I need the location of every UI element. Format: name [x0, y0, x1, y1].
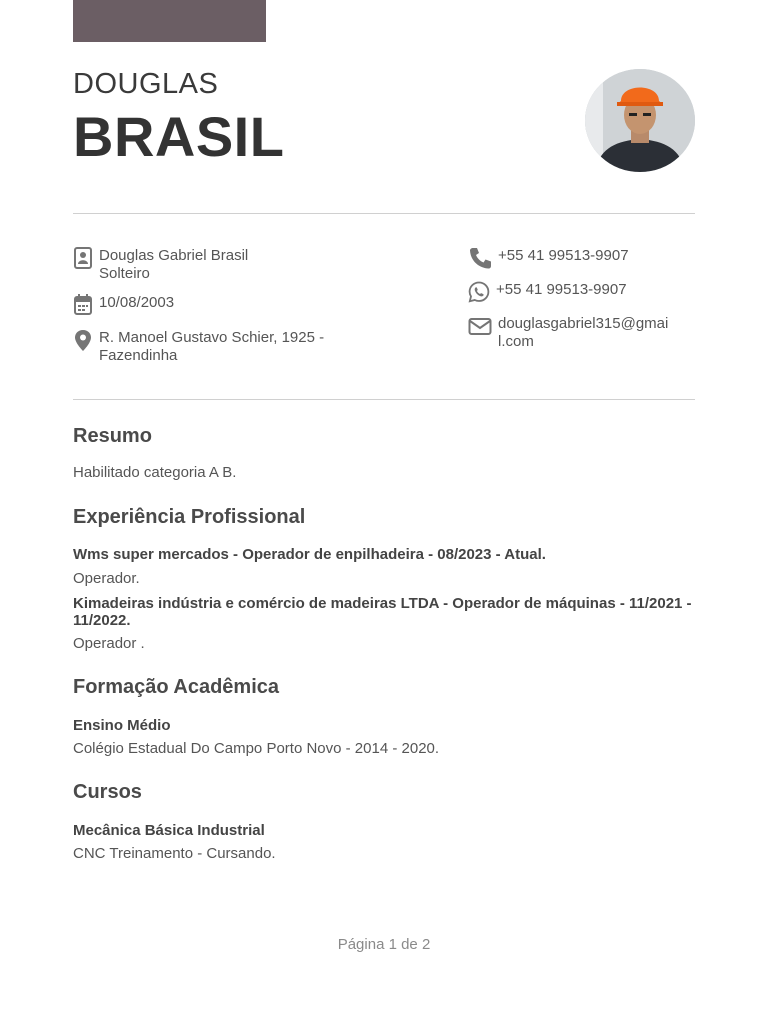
- education-title: Formação Acadêmica: [73, 676, 280, 698]
- last-name: BRASIL: [73, 105, 285, 168]
- email-line1[interactable]: douglasgabriel315@gmai: [498, 315, 669, 332]
- experience-title: Experiência Profissional: [73, 506, 306, 528]
- experience-description-2: Operador .: [73, 635, 145, 652]
- email-line2[interactable]: l.com: [498, 333, 534, 350]
- birth-date: 10/08/2003: [99, 294, 175, 311]
- contact-whatsapp: [468, 281, 627, 303]
- contact-phone: [468, 247, 629, 269]
- experience-description-1: Operador.: [73, 570, 140, 587]
- marital-status: Solteiro: [99, 265, 150, 282]
- profile-photo: [585, 69, 695, 172]
- contact-email: [468, 315, 668, 351]
- experience-heading-2: Kimadeiras indústria e comércio de madeiras LTDA - Operador de máquinas - 11/2021 - 11/2022.: [73, 595, 692, 629]
- accent-bar: [73, 0, 266, 42]
- envelope-icon: [468, 315, 492, 337]
- address-line2: Fazendinha: [99, 347, 178, 364]
- header-divider: [73, 213, 695, 214]
- location-pin-icon: [73, 329, 93, 351]
- education-degree: Ensino Médio: [73, 717, 171, 734]
- education-detail: Colégio Estadual Do Campo Porto Novo - 2014 - 2020.: [73, 740, 440, 757]
- phone-icon: [468, 247, 492, 269]
- full-name: Douglas Gabriel Brasil: [99, 247, 249, 264]
- course-detail: CNC Treinamento - Cursando.: [73, 845, 276, 862]
- summary-text: Habilitado categoria A B.: [73, 464, 237, 481]
- phone-number[interactable]: +55 41 99513-9907: [498, 247, 629, 264]
- contact-birthdate: [73, 294, 174, 316]
- courses-title: Cursos: [73, 781, 142, 803]
- first-name: DOUGLAS: [73, 68, 219, 100]
- experience-heading-1: Wms super mercados - Operador de enpilhadeira - 08/2023 - Atual.: [73, 546, 546, 563]
- whatsapp-icon: [468, 281, 490, 303]
- page-number: Página 1 de 2: [337, 936, 431, 953]
- contact-divider: [73, 399, 695, 400]
- contact-name: [73, 247, 248, 283]
- address-line1: R. Manoel Gustavo Schier, 1925 -: [99, 329, 325, 346]
- contact-address: [73, 329, 324, 365]
- whatsapp-number[interactable]: +55 41 99513-9907: [496, 281, 627, 298]
- contact-card-icon: [73, 247, 93, 269]
- course-name: Mecânica Básica Industrial: [73, 822, 265, 839]
- summary-title: Resumo: [73, 425, 152, 447]
- calendar-icon: [73, 294, 93, 316]
